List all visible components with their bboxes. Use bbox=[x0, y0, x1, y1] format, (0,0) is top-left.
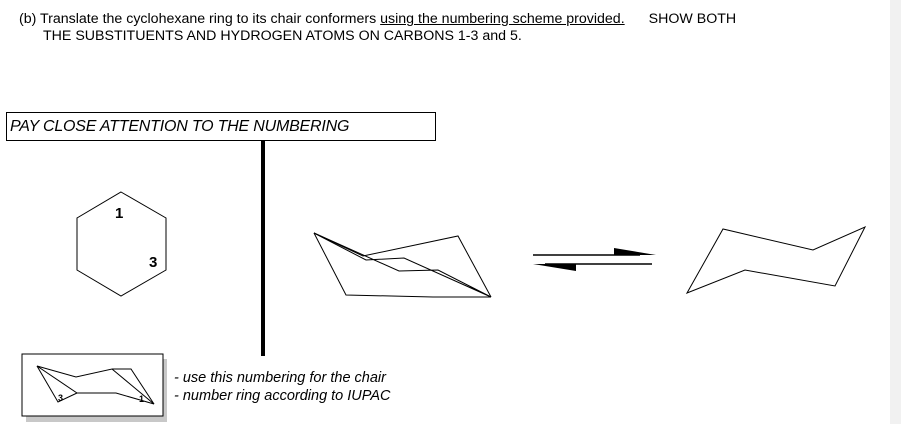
arrow-left-head bbox=[533, 264, 576, 271]
hexagon-label-c3: 3 bbox=[149, 254, 158, 271]
question-line-1-underlined: using the numbering scheme provided. bbox=[380, 11, 625, 27]
instruction-line-2: - number ring according to IUPAC bbox=[174, 388, 391, 404]
question-line-1-suffix: SHOW BOTH bbox=[648, 11, 737, 27]
chair-conformer-right bbox=[687, 227, 865, 293]
equilibrium-arrows bbox=[533, 248, 656, 271]
example-chair-label-c1: 1 bbox=[139, 394, 145, 404]
instruction-line-1: - use this numbering for the chair bbox=[174, 370, 386, 386]
question-line-2: THE SUBSTITUENTS AND HYDROGEN ATOMS ON CARBONS 1-3 and 5. bbox=[43, 28, 522, 44]
chair-conformer-left-top bbox=[314, 233, 491, 297]
question-line-1-prefix: (b) Translate the cyclohexane ring to its chair conformers bbox=[19, 11, 381, 27]
chair-conformer-left bbox=[314, 233, 491, 297]
attention-box: PAY CLOSE ATTENTION TO THE NUMBERING bbox=[6, 112, 436, 141]
arrow-right-head bbox=[614, 248, 656, 255]
numbering-instructions bbox=[174, 369, 391, 405]
chair-conformer-left-edges bbox=[314, 233, 491, 297]
hexagon-label-c1: 1 bbox=[115, 205, 124, 222]
example-chair-label-c3: 3 bbox=[58, 393, 64, 403]
